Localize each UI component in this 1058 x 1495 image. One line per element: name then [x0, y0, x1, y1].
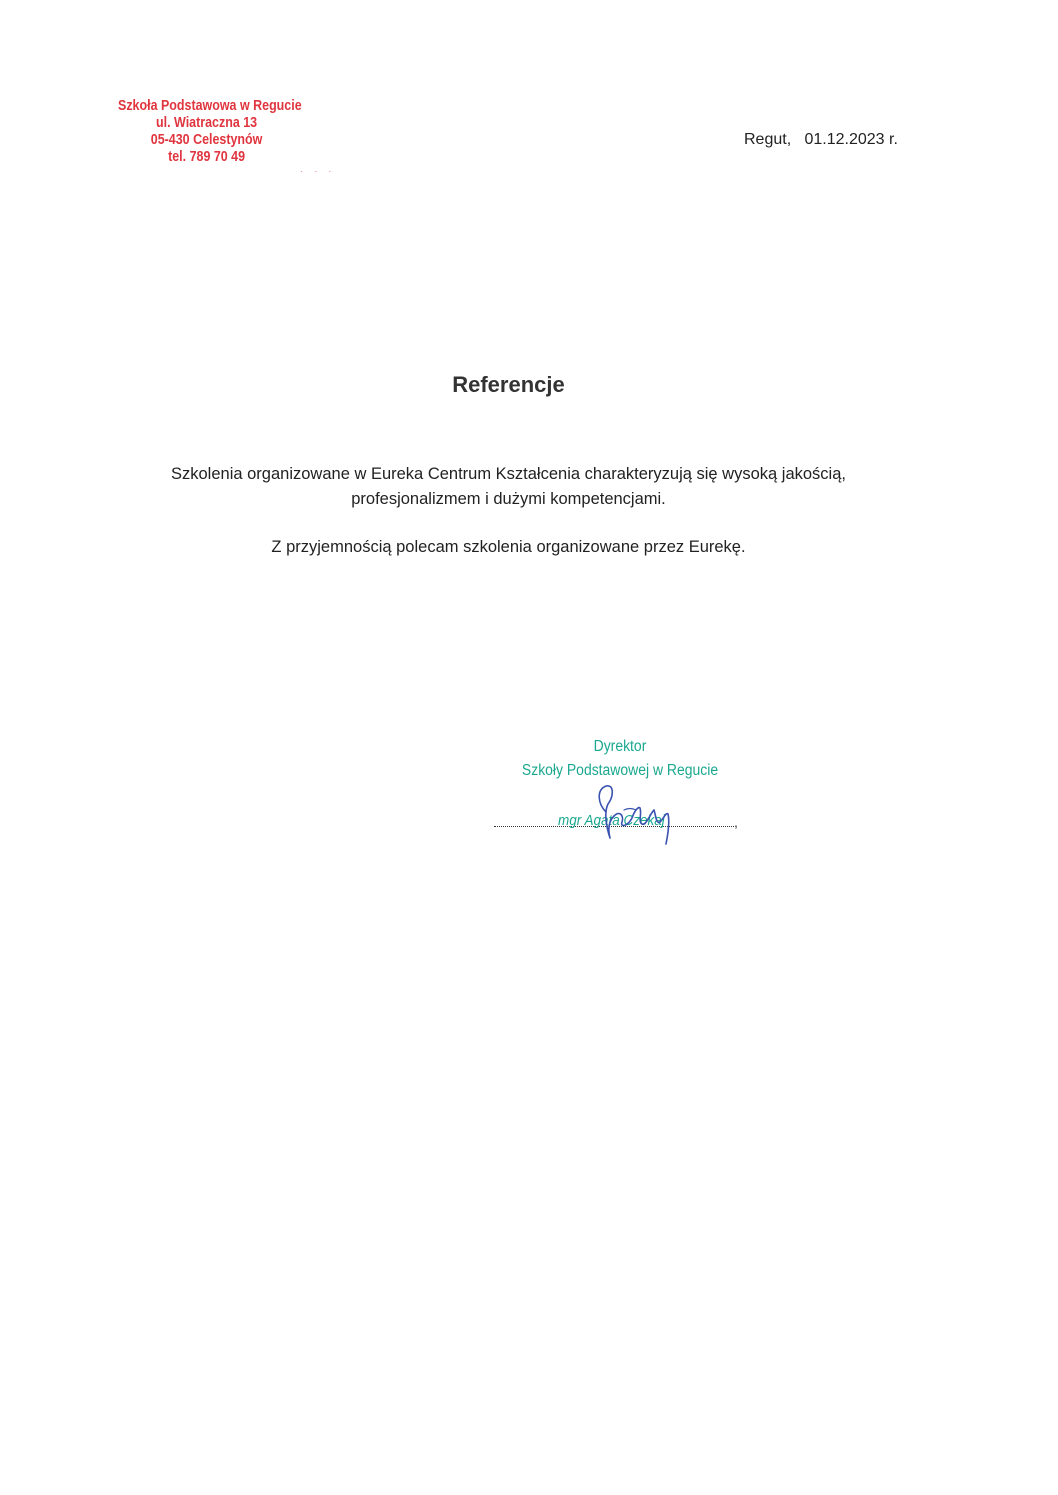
signature-comma: , [734, 814, 738, 830]
director-title: Dyrektor [593, 738, 647, 755]
paragraph-1-line-1: Szkolenia organizowane w Eureka Centrum Kształcenia charakteryzują się wysoką jakością, [171, 465, 846, 483]
stamp-ink-specks: · · · [300, 166, 336, 177]
date-place: Regut, [744, 131, 792, 148]
paragraph-1-line-2: profesjonalizmem i dużymi kompetencjami. [351, 490, 666, 508]
stamp-street: ul. Wiatraczna 13 [156, 115, 258, 131]
stamp-school-name: Szkoła Podstawowa w Regucie [118, 98, 302, 114]
paragraph-2: Z przyjemnością polecam szkolenia organizowane przez Eurekę. [271, 538, 746, 556]
stamp-phone: tel. 789 70 49 [168, 149, 246, 165]
director-school: Szkoły Podstawowej w Regucie [521, 762, 719, 779]
school-stamp [118, 98, 302, 166]
stamp-postal-city: 05-430 Celestynów [150, 132, 263, 148]
document-title: Referencje [452, 372, 565, 397]
date-value: 01.12.2023 r. [804, 131, 898, 148]
director-name: mgr Agata Czekaj [558, 812, 665, 829]
handwritten-signature-icon [584, 782, 694, 846]
date-line [744, 131, 898, 149]
paragraph-1 [0, 462, 1017, 512]
